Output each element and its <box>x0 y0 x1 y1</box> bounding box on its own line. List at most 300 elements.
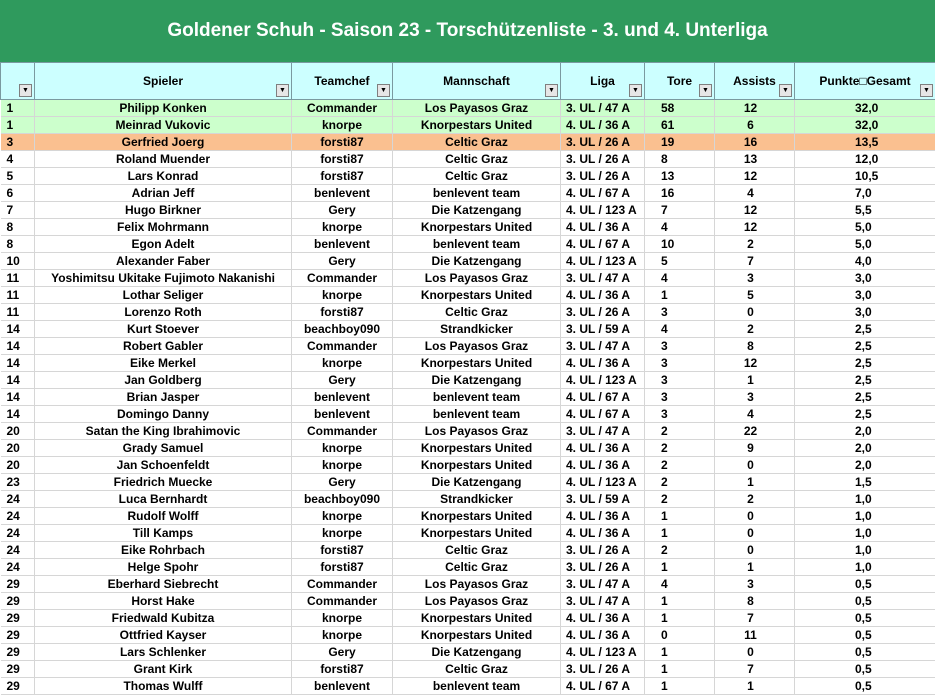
cell-spieler[interactable]: Lars Schlenker <box>35 644 292 661</box>
cell-tore[interactable]: 1 <box>645 610 715 627</box>
cell-tore[interactable]: 16 <box>645 185 715 202</box>
cell-punkte[interactable]: 1,0 <box>795 525 935 542</box>
filter-dropdown-icon[interactable]: ▼ <box>276 84 289 97</box>
cell-spieler[interactable]: Jan Goldberg <box>35 372 292 389</box>
cell-rank[interactable]: 1 <box>1 117 35 134</box>
cell-assists[interactable]: 12 <box>715 100 795 117</box>
cell-assists[interactable]: 12 <box>715 168 795 185</box>
cell-mannschaft[interactable]: Knorpestars United <box>393 219 561 236</box>
cell-teamchef[interactable]: forsti87 <box>292 542 393 559</box>
cell-spieler[interactable]: Friedwald Kubitza <box>35 610 292 627</box>
cell-teamchef[interactable]: knorpe <box>292 355 393 372</box>
cell-mannschaft[interactable]: benlevent team <box>393 236 561 253</box>
cell-rank[interactable]: 3 <box>1 134 35 151</box>
cell-assists[interactable]: 12 <box>715 355 795 372</box>
cell-liga[interactable]: 3. UL / 47 A <box>561 576 645 593</box>
cell-assists[interactable]: 2 <box>715 236 795 253</box>
cell-assists[interactable]: 1 <box>715 372 795 389</box>
cell-spieler[interactable]: Eberhard Siebrecht <box>35 576 292 593</box>
cell-liga[interactable]: 3. UL / 47 A <box>561 100 645 117</box>
cell-mannschaft[interactable]: Celtic Graz <box>393 151 561 168</box>
cell-spieler[interactable]: Helge Spohr <box>35 559 292 576</box>
cell-teamchef[interactable]: Gery <box>292 253 393 270</box>
cell-assists[interactable]: 4 <box>715 406 795 423</box>
cell-tore[interactable]: 1 <box>645 287 715 304</box>
cell-spieler[interactable]: Satan the King Ibrahimovic <box>35 423 292 440</box>
cell-assists[interactable]: 1 <box>715 678 795 695</box>
cell-tore[interactable]: 13 <box>645 168 715 185</box>
cell-teamchef[interactable]: forsti87 <box>292 134 393 151</box>
cell-liga[interactable]: 3. UL / 59 A <box>561 321 645 338</box>
cell-teamchef[interactable]: beachboy090 <box>292 491 393 508</box>
cell-spieler[interactable]: Lothar Seliger <box>35 287 292 304</box>
cell-assists[interactable]: 6 <box>715 117 795 134</box>
cell-rank[interactable]: 4 <box>1 151 35 168</box>
cell-teamchef[interactable]: Gery <box>292 644 393 661</box>
cell-mannschaft[interactable]: Los Payasos Graz <box>393 100 561 117</box>
cell-liga[interactable]: 4. UL / 123 A <box>561 644 645 661</box>
table-row <box>1 542 935 559</box>
cell-punkte[interactable]: 2,5 <box>795 321 935 338</box>
cell-rank[interactable]: 23 <box>1 474 35 491</box>
cell-assists[interactable]: 12 <box>715 219 795 236</box>
cell-assists[interactable]: 0 <box>715 508 795 525</box>
cell-liga[interactable]: 4. UL / 36 A <box>561 610 645 627</box>
cell-assists[interactable]: 1 <box>715 559 795 576</box>
table-row <box>1 474 935 491</box>
cell-assists[interactable]: 4 <box>715 185 795 202</box>
filter-dropdown-icon[interactable]: ▼ <box>629 84 642 97</box>
cell-rank[interactable]: 11 <box>1 270 35 287</box>
cell-spieler[interactable]: Horst Hake <box>35 593 292 610</box>
cell-rank[interactable]: 29 <box>1 610 35 627</box>
cell-punkte[interactable]: 2,0 <box>795 440 935 457</box>
cell-rank[interactable]: 24 <box>1 525 35 542</box>
cell-teamchef[interactable]: knorpe <box>292 219 393 236</box>
cell-teamchef[interactable]: forsti87 <box>292 168 393 185</box>
cell-teamchef[interactable]: Gery <box>292 474 393 491</box>
cell-rank[interactable]: 29 <box>1 678 35 695</box>
cell-liga[interactable]: 3. UL / 26 A <box>561 168 645 185</box>
cell-tore[interactable]: 3 <box>645 355 715 372</box>
cell-liga[interactable]: 3. UL / 47 A <box>561 423 645 440</box>
cell-mannschaft[interactable]: Die Katzengang <box>393 202 561 219</box>
cell-tore[interactable]: 4 <box>645 321 715 338</box>
cell-tore[interactable]: 2 <box>645 457 715 474</box>
filter-dropdown-icon[interactable]: ▼ <box>779 84 792 97</box>
cell-rank[interactable]: 14 <box>1 338 35 355</box>
cell-liga[interactable]: 3. UL / 47 A <box>561 338 645 355</box>
cell-spieler[interactable]: Till Kamps <box>35 525 292 542</box>
cell-rank[interactable]: 20 <box>1 440 35 457</box>
cell-teamchef[interactable]: knorpe <box>292 117 393 134</box>
cell-spieler[interactable]: Grady Samuel <box>35 440 292 457</box>
cell-assists[interactable]: 7 <box>715 253 795 270</box>
cell-tore[interactable]: 10 <box>645 236 715 253</box>
cell-mannschaft[interactable]: Knorpestars United <box>393 508 561 525</box>
cell-mannschaft[interactable]: Los Payasos Graz <box>393 338 561 355</box>
cell-spieler[interactable]: Gerfried Joerg <box>35 134 292 151</box>
cell-rank[interactable]: 24 <box>1 542 35 559</box>
cell-spieler[interactable]: Brian Jasper <box>35 389 292 406</box>
cell-punkte[interactable]: 2,5 <box>795 406 935 423</box>
cell-punkte[interactable]: 0,5 <box>795 593 935 610</box>
cell-rank[interactable]: 14 <box>1 321 35 338</box>
cell-liga[interactable]: 3. UL / 26 A <box>561 661 645 678</box>
cell-assists[interactable]: 16 <box>715 134 795 151</box>
cell-mannschaft[interactable]: Celtic Graz <box>393 542 561 559</box>
cell-rank[interactable]: 14 <box>1 372 35 389</box>
filter-dropdown-icon[interactable]: ▼ <box>699 84 712 97</box>
cell-spieler[interactable]: Domingo Danny <box>35 406 292 423</box>
table-row <box>1 338 935 355</box>
cell-spieler[interactable]: Lars Konrad <box>35 168 292 185</box>
cell-spieler[interactable]: Yoshimitsu Ukitake Fujimoto Nakanishi <box>35 270 292 287</box>
cell-liga[interactable]: 4. UL / 123 A <box>561 474 645 491</box>
cell-rank[interactable]: 1 <box>1 100 35 117</box>
cell-rank[interactable]: 8 <box>1 219 35 236</box>
cell-teamchef[interactable]: benlevent <box>292 389 393 406</box>
cell-teamchef[interactable]: knorpe <box>292 627 393 644</box>
cell-punkte[interactable]: 32,0 <box>795 117 935 134</box>
cell-assists[interactable]: 22 <box>715 423 795 440</box>
cell-punkte[interactable]: 0,5 <box>795 627 935 644</box>
cell-spieler[interactable]: Kurt Stoever <box>35 321 292 338</box>
cell-tore[interactable]: 4 <box>645 219 715 236</box>
cell-assists[interactable]: 9 <box>715 440 795 457</box>
cell-punkte[interactable]: 2,0 <box>795 457 935 474</box>
cell-liga[interactable]: 4. UL / 36 A <box>561 440 645 457</box>
cell-teamchef[interactable]: benlevent <box>292 678 393 695</box>
cell-mannschaft[interactable]: Die Katzengang <box>393 644 561 661</box>
cell-liga[interactable]: 3. UL / 47 A <box>561 270 645 287</box>
cell-rank[interactable]: 14 <box>1 406 35 423</box>
cell-punkte[interactable]: 1,0 <box>795 491 935 508</box>
cell-mannschaft[interactable]: benlevent team <box>393 185 561 202</box>
cell-assists[interactable]: 11 <box>715 627 795 644</box>
cell-teamchef[interactable]: benlevent <box>292 406 393 423</box>
cell-liga[interactable]: 3. UL / 26 A <box>561 134 645 151</box>
cell-liga[interactable]: 4. UL / 36 A <box>561 355 645 372</box>
cell-tore[interactable]: 2 <box>645 542 715 559</box>
cell-tore[interactable]: 3 <box>645 304 715 321</box>
cell-mannschaft[interactable]: Los Payasos Graz <box>393 593 561 610</box>
cell-assists[interactable]: 0 <box>715 304 795 321</box>
cell-mannschaft[interactable]: Knorpestars United <box>393 610 561 627</box>
cell-mannschaft[interactable]: benlevent team <box>393 406 561 423</box>
cell-mannschaft[interactable]: Strandkicker <box>393 491 561 508</box>
cell-punkte[interactable]: 7,0 <box>795 185 935 202</box>
cell-punkte[interactable]: 1,0 <box>795 559 935 576</box>
cell-tore[interactable]: 1 <box>645 661 715 678</box>
cell-rank[interactable]: 11 <box>1 287 35 304</box>
cell-rank[interactable]: 20 <box>1 423 35 440</box>
cell-rank[interactable]: 24 <box>1 491 35 508</box>
cell-assists[interactable]: 0 <box>715 457 795 474</box>
cell-liga[interactable]: 3. UL / 47 A <box>561 593 645 610</box>
table-row <box>1 661 935 678</box>
cell-teamchef[interactable]: knorpe <box>292 508 393 525</box>
cell-assists[interactable]: 1 <box>715 474 795 491</box>
cell-mannschaft[interactable]: Los Payasos Graz <box>393 423 561 440</box>
cell-liga[interactable]: 4. UL / 67 A <box>561 185 645 202</box>
cell-liga[interactable]: 4. UL / 36 A <box>561 117 645 134</box>
cell-mannschaft[interactable]: Knorpestars United <box>393 287 561 304</box>
cell-assists[interactable]: 0 <box>715 542 795 559</box>
cell-mannschaft[interactable]: Die Katzengang <box>393 253 561 270</box>
cell-spieler[interactable]: Luca Bernhardt <box>35 491 292 508</box>
cell-teamchef[interactable]: Commander <box>292 100 393 117</box>
cell-mannschaft[interactable]: Strandkicker <box>393 321 561 338</box>
cell-mannschaft[interactable]: Knorpestars United <box>393 627 561 644</box>
cell-mannschaft[interactable]: Knorpestars United <box>393 440 561 457</box>
cell-punkte[interactable]: 1,0 <box>795 542 935 559</box>
cell-assists[interactable]: 3 <box>715 389 795 406</box>
cell-punkte[interactable]: 2,5 <box>795 338 935 355</box>
cell-tore[interactable]: 58 <box>645 100 715 117</box>
cell-assists[interactable]: 7 <box>715 610 795 627</box>
cell-punkte[interactable]: 5,5 <box>795 202 935 219</box>
cell-tore[interactable]: 3 <box>645 406 715 423</box>
cell-punkte[interactable]: 5,0 <box>795 219 935 236</box>
cell-teamchef[interactable]: Commander <box>292 270 393 287</box>
cell-mannschaft[interactable]: Knorpestars United <box>393 355 561 372</box>
cell-tore[interactable]: 1 <box>645 644 715 661</box>
cell-punkte[interactable]: 3,0 <box>795 287 935 304</box>
cell-assists[interactable]: 7 <box>715 661 795 678</box>
cell-mannschaft[interactable]: Die Katzengang <box>393 372 561 389</box>
cell-mannschaft[interactable]: Celtic Graz <box>393 168 561 185</box>
table-row <box>1 304 935 321</box>
cell-assists[interactable]: 5 <box>715 287 795 304</box>
table-row <box>1 593 935 610</box>
cell-assists[interactable]: 3 <box>715 576 795 593</box>
cell-rank[interactable]: 5 <box>1 168 35 185</box>
cell-punkte[interactable]: 1,0 <box>795 508 935 525</box>
cell-teamchef[interactable]: knorpe <box>292 440 393 457</box>
cell-punkte[interactable]: 0,5 <box>795 644 935 661</box>
cell-liga[interactable]: 4. UL / 123 A <box>561 253 645 270</box>
cell-liga[interactable]: 4. UL / 36 A <box>561 627 645 644</box>
cell-liga[interactable]: 3. UL / 59 A <box>561 491 645 508</box>
cell-teamchef[interactable]: Commander <box>292 593 393 610</box>
cell-mannschaft[interactable]: benlevent team <box>393 389 561 406</box>
cell-rank[interactable]: 14 <box>1 389 35 406</box>
cell-liga[interactable]: 4. UL / 36 A <box>561 508 645 525</box>
cell-mannschaft[interactable]: Knorpestars United <box>393 457 561 474</box>
cell-punkte[interactable]: 0,5 <box>795 678 935 695</box>
cell-mannschaft[interactable]: benlevent team <box>393 678 561 695</box>
cell-tore[interactable]: 2 <box>645 440 715 457</box>
cell-mannschaft[interactable]: Die Katzengang <box>393 474 561 491</box>
cell-punkte[interactable]: 4,0 <box>795 253 935 270</box>
cell-assists[interactable]: 2 <box>715 321 795 338</box>
cell-punkte[interactable]: 5,0 <box>795 236 935 253</box>
cell-punkte[interactable]: 32,0 <box>795 100 935 117</box>
cell-tore[interactable]: 1 <box>645 559 715 576</box>
cell-tore[interactable]: 2 <box>645 491 715 508</box>
cell-liga[interactable]: 4. UL / 67 A <box>561 406 645 423</box>
cell-tore[interactable]: 2 <box>645 423 715 440</box>
cell-punkte[interactable]: 2,5 <box>795 355 935 372</box>
cell-teamchef[interactable]: knorpe <box>292 287 393 304</box>
cell-spieler[interactable]: Adrian Jeff <box>35 185 292 202</box>
cell-punkte[interactable]: 2,5 <box>795 372 935 389</box>
cell-spieler[interactable]: Alexander Faber <box>35 253 292 270</box>
cell-teamchef[interactable]: benlevent <box>292 236 393 253</box>
cell-rank[interactable]: 24 <box>1 508 35 525</box>
cell-teamchef[interactable]: knorpe <box>292 525 393 542</box>
cell-rank[interactable]: 29 <box>1 661 35 678</box>
cell-liga[interactable]: 4. UL / 36 A <box>561 219 645 236</box>
cell-spieler[interactable]: Hugo Birkner <box>35 202 292 219</box>
cell-rank[interactable]: 29 <box>1 576 35 593</box>
cell-punkte[interactable]: 0,5 <box>795 576 935 593</box>
cell-rank[interactable]: 6 <box>1 185 35 202</box>
cell-liga[interactable]: 4. UL / 67 A <box>561 236 645 253</box>
cell-spieler[interactable]: Friedrich Muecke <box>35 474 292 491</box>
cell-teamchef[interactable]: Commander <box>292 576 393 593</box>
cell-spieler[interactable]: Egon Adelt <box>35 236 292 253</box>
cell-assists[interactable]: 8 <box>715 338 795 355</box>
cell-rank[interactable]: 29 <box>1 644 35 661</box>
cell-tore[interactable]: 4 <box>645 270 715 287</box>
cell-spieler[interactable]: Meinrad Vukovic <box>35 117 292 134</box>
cell-mannschaft[interactable]: Celtic Graz <box>393 661 561 678</box>
cell-mannschaft[interactable]: Knorpestars United <box>393 525 561 542</box>
cell-spieler[interactable]: Jan Schoenfeldt <box>35 457 292 474</box>
filter-dropdown-icon[interactable]: ▼ <box>545 84 558 97</box>
cell-tore[interactable]: 5 <box>645 253 715 270</box>
cell-assists[interactable]: 12 <box>715 202 795 219</box>
cell-teamchef[interactable]: benlevent <box>292 185 393 202</box>
cell-tore[interactable]: 1 <box>645 525 715 542</box>
cell-rank[interactable]: 10 <box>1 253 35 270</box>
cell-tore[interactable]: 2 <box>645 474 715 491</box>
cell-rank[interactable]: 20 <box>1 457 35 474</box>
cell-spieler[interactable]: Philipp Konken <box>35 100 292 117</box>
cell-spieler[interactable]: Thomas Wulff <box>35 678 292 695</box>
cell-rank[interactable]: 24 <box>1 559 35 576</box>
table-row <box>1 372 935 389</box>
cell-teamchef[interactable]: forsti87 <box>292 559 393 576</box>
cell-liga[interactable]: 4. UL / 123 A <box>561 202 645 219</box>
cell-tore[interactable]: 7 <box>645 202 715 219</box>
cell-liga[interactable]: 3. UL / 26 A <box>561 542 645 559</box>
cell-mannschaft[interactable]: Los Payasos Graz <box>393 270 561 287</box>
filter-dropdown-icon[interactable]: ▼ <box>377 84 390 97</box>
cell-mannschaft[interactable]: Celtic Graz <box>393 559 561 576</box>
cell-teamchef[interactable]: knorpe <box>292 457 393 474</box>
cell-punkte[interactable]: 2,0 <box>795 423 935 440</box>
column-header-assists <box>715 63 795 100</box>
cell-tore[interactable]: 1 <box>645 593 715 610</box>
cell-teamchef[interactable]: Commander <box>292 423 393 440</box>
cell-spieler[interactable]: Grant Kirk <box>35 661 292 678</box>
cell-rank[interactable]: 29 <box>1 627 35 644</box>
cell-assists[interactable]: 0 <box>715 644 795 661</box>
cell-tore[interactable]: 19 <box>645 134 715 151</box>
cell-spieler[interactable]: Felix Mohrmann <box>35 219 292 236</box>
cell-punkte[interactable]: 10,5 <box>795 168 935 185</box>
cell-teamchef[interactable]: Gery <box>292 202 393 219</box>
cell-teamchef[interactable]: beachboy090 <box>292 321 393 338</box>
cell-mannschaft[interactable]: Celtic Graz <box>393 134 561 151</box>
cell-spieler[interactable]: Eike Merkel <box>35 355 292 372</box>
cell-rank[interactable]: 29 <box>1 593 35 610</box>
cell-teamchef[interactable]: forsti87 <box>292 661 393 678</box>
cell-liga[interactable]: 4. UL / 36 A <box>561 457 645 474</box>
cell-mannschaft[interactable]: Knorpestars United <box>393 117 561 134</box>
cell-rank[interactable]: 7 <box>1 202 35 219</box>
cell-tore[interactable]: 8 <box>645 151 715 168</box>
cell-punkte[interactable]: 13,5 <box>795 134 935 151</box>
cell-assists[interactable]: 2 <box>715 491 795 508</box>
cell-liga[interactable]: 4. UL / 36 A <box>561 525 645 542</box>
cell-mannschaft[interactable]: Los Payasos Graz <box>393 576 561 593</box>
cell-teamchef[interactable]: forsti87 <box>292 151 393 168</box>
cell-punkte[interactable]: 3,0 <box>795 304 935 321</box>
cell-punkte[interactable]: 3,0 <box>795 270 935 287</box>
cell-tore[interactable]: 1 <box>645 508 715 525</box>
cell-liga[interactable]: 3. UL / 26 A <box>561 304 645 321</box>
cell-punkte[interactable]: 1,5 <box>795 474 935 491</box>
cell-liga[interactable]: 3. UL / 26 A <box>561 151 645 168</box>
cell-punkte[interactable]: 12,0 <box>795 151 935 168</box>
cell-punkte[interactable]: 0,5 <box>795 610 935 627</box>
cell-spieler[interactable]: Eike Rohrbach <box>35 542 292 559</box>
cell-liga[interactable]: 4. UL / 67 A <box>561 678 645 695</box>
cell-tore[interactable]: 61 <box>645 117 715 134</box>
cell-spieler[interactable]: Rudolf Wolff <box>35 508 292 525</box>
cell-liga[interactable]: 4. UL / 36 A <box>561 287 645 304</box>
table-row <box>1 185 935 202</box>
cell-liga[interactable]: 4. UL / 123 A <box>561 372 645 389</box>
cell-assists[interactable]: 13 <box>715 151 795 168</box>
cell-tore[interactable]: 1 <box>645 678 715 695</box>
cell-teamchef[interactable]: knorpe <box>292 610 393 627</box>
table-row <box>1 134 935 151</box>
cell-punkte[interactable]: 2,5 <box>795 389 935 406</box>
cell-liga[interactable]: 4. UL / 67 A <box>561 389 645 406</box>
cell-tore[interactable]: 3 <box>645 372 715 389</box>
cell-teamchef[interactable]: Commander <box>292 338 393 355</box>
cell-rank[interactable]: 11 <box>1 304 35 321</box>
cell-spieler[interactable]: Roland Muender <box>35 151 292 168</box>
cell-spieler[interactable]: Robert Gabler <box>35 338 292 355</box>
cell-assists[interactable]: 0 <box>715 525 795 542</box>
cell-liga[interactable]: 3. UL / 26 A <box>561 559 645 576</box>
filter-dropdown-icon[interactable]: ▼ <box>920 84 933 97</box>
cell-tore[interactable]: 0 <box>645 627 715 644</box>
cell-rank[interactable]: 8 <box>1 236 35 253</box>
cell-punkte[interactable]: 0,5 <box>795 661 935 678</box>
cell-mannschaft[interactable]: Celtic Graz <box>393 304 561 321</box>
cell-spieler[interactable]: Ottfried Kayser <box>35 627 292 644</box>
cell-tore[interactable]: 3 <box>645 338 715 355</box>
cell-tore[interactable]: 3 <box>645 389 715 406</box>
column-header-label: Punkte□Gesamt <box>795 63 935 88</box>
cell-rank[interactable]: 14 <box>1 355 35 372</box>
cell-assists[interactable]: 8 <box>715 593 795 610</box>
cell-teamchef[interactable]: forsti87 <box>292 304 393 321</box>
cell-assists[interactable]: 3 <box>715 270 795 287</box>
cell-spieler[interactable]: Lorenzo Roth <box>35 304 292 321</box>
column-header-label <box>1 63 34 74</box>
cell-teamchef[interactable]: Gery <box>292 372 393 389</box>
cell-tore[interactable]: 4 <box>645 576 715 593</box>
filter-dropdown-icon[interactable]: ▼ <box>19 84 32 97</box>
